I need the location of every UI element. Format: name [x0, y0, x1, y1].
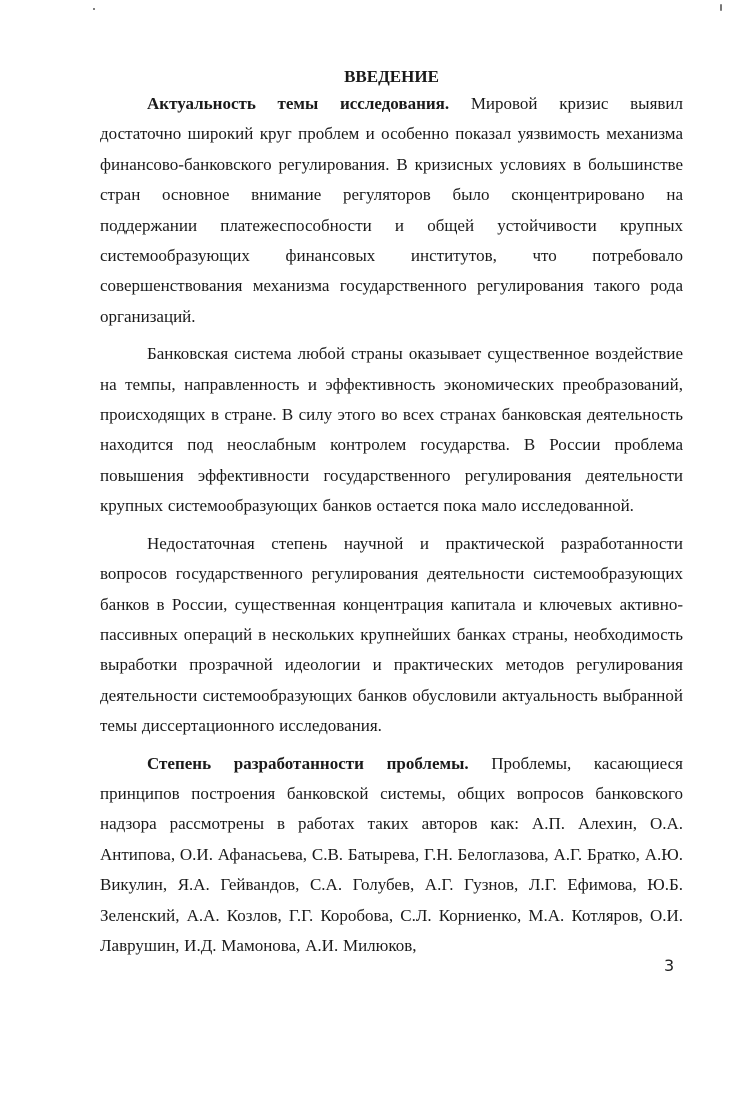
- paragraph-degree-of-development: [100, 749, 683, 962]
- paragraph-text: Недостаточная степень научной и практической разработанности вопросов государственного регулирования деятельности системообразующих банков в России, существенная концентрация капитала и ключевых активно-пассивных операций в нескольких крупнейших банках страны, необходимость выработки прозрачной идеологии и практических методов регулирования деятельности системообразующих банков обусловили актуальность выбранной темы диссертационного исследования.: [100, 533, 683, 736]
- page-body: [100, 60, 683, 961]
- paragraph-insufficient-research: [100, 529, 683, 742]
- paragraph-text: Мировой кризис выявил достаточно широкий круг проблем и особенно показал уязвимость механизма финансово-банковского регулирования. В кризисных условиях в большинстве стран основное внимание регуляторов было сконцентрировано на поддержании платежеспособности и общей устойчивости крупных системообразующих финансовых институтов, что потребовало совершенствования механизма государственного регулирования такого рода организаций.: [100, 94, 684, 326]
- paragraph-relevance: [100, 89, 683, 332]
- paragraph-lead: Актуальность темы исследования.: [147, 94, 450, 113]
- paragraph-banking-system: [100, 339, 683, 521]
- paragraph-text: Проблемы, касающиеся принципов построения банковской системы, общих вопросов банковского надзора рассмотрены в работах таких авторов как: А.П. Алехин, О.А. Антипова, О.И. Афанасьева, С.В. Батырева, Г.Н. Белоглазова, А.Г. Братко, А.Ю. Викулин, Я.А. Гейвандов, С.А. Голубев, А.Г. Гузнов, Л.Г. Ефимова, Ю.Б. Зеленский, А.А. Козлов, Г.Г. Коробова, С.Л. Корниенко, М.А. Котляров, О.И. Лаврушин, И.Д. Мамонова, А.И. Милюков,: [100, 753, 683, 955]
- page-number: 3: [664, 956, 675, 975]
- paragraph-text: Банковская система любой страны оказывает существенное воздействие на темпы, направленность и эффективность экономических преобразований, происходящих в стране. В силу этого во всех странах банковская деятельность находится под неослабным контролем государства. В России проблема повышения эффективности государственного регулирования деятельности крупных системообразующих банков остается пока мало исследованной.: [100, 344, 683, 516]
- scan-speck: [720, 4, 722, 11]
- paragraph-lead: Степень разработанности проблемы.: [147, 753, 469, 773]
- section-heading: ВВЕДЕНИЕ: [344, 67, 439, 86]
- scan-speck: [93, 8, 95, 10]
